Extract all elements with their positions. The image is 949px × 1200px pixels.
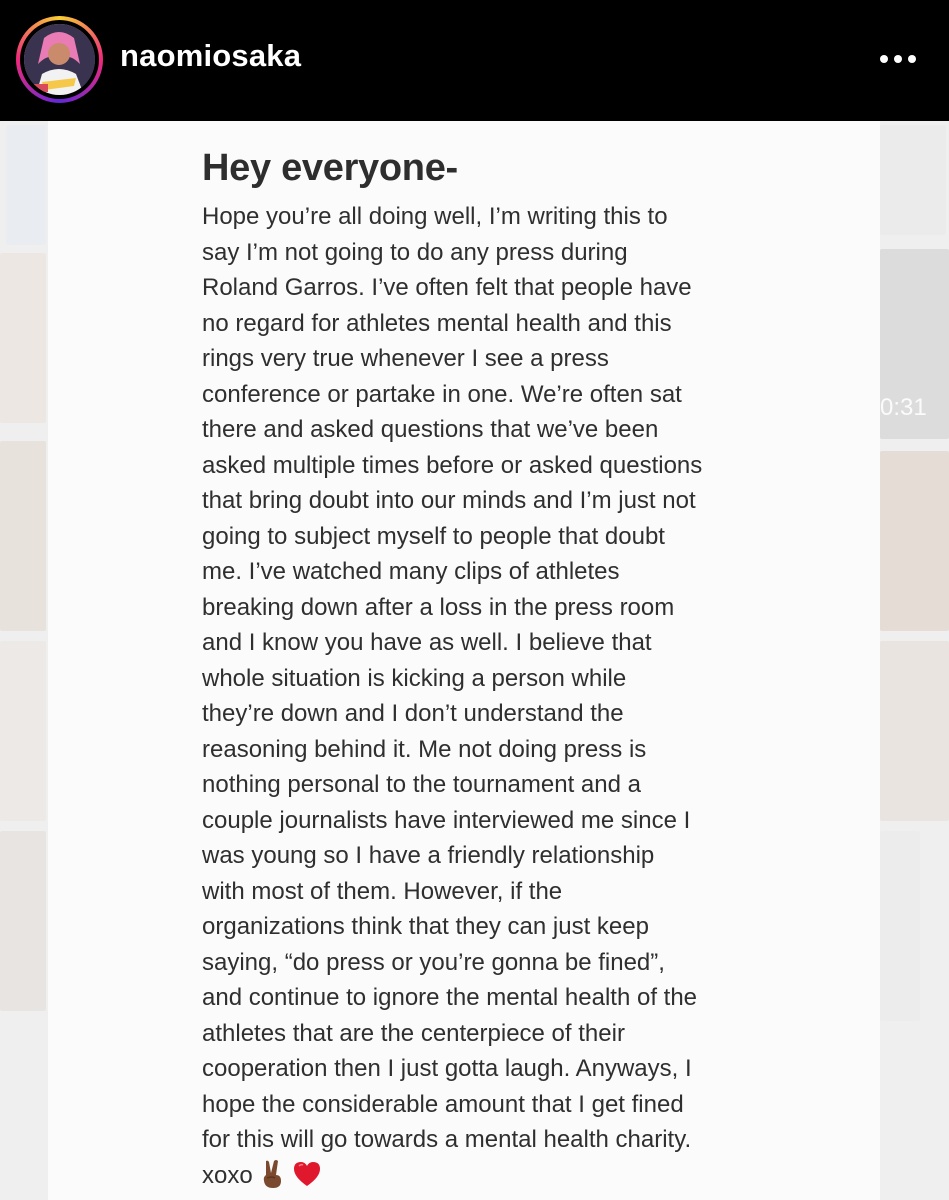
background-tile (0, 641, 46, 821)
background-tile (880, 641, 949, 821)
avatar[interactable] (16, 16, 103, 103)
background-tile (0, 441, 46, 631)
note-body (202, 199, 762, 1194)
note-signoff: xoxo (202, 1161, 253, 1189)
victory-hand-icon (259, 1159, 285, 1189)
avatar-image (24, 24, 95, 95)
video-timer: 0:31 (880, 394, 927, 421)
notes-screenshot (48, 121, 880, 1200)
background-tile (6, 125, 46, 245)
post-header (0, 0, 949, 121)
background-tile (880, 831, 920, 1021)
background-tile (880, 451, 949, 631)
background-tile (0, 831, 46, 1011)
note-title: Hey everyone- (202, 147, 458, 189)
background-left-panel (0, 121, 48, 1200)
red-heart-icon (292, 1160, 322, 1188)
background-right-panel (880, 121, 949, 1200)
avatar-border (20, 20, 99, 99)
background-tile (0, 253, 46, 423)
username[interactable]: naomiosaka (120, 38, 302, 73)
signoff-emojis (259, 1158, 322, 1194)
more-horizontal-icon[interactable] (878, 52, 918, 66)
note-body-text: Hope you’re all doing well, I’m writing this to say I’m not going to do any press during Roland Garros. I’ve often felt that people have no regard for athletes mental health and this rings very true whenever I see a press conference or partake in one. We’re often sat there and asked questions that we’ve been asked multiple times before or asked questions that bring doubt into our minds and I’m just not going to subject myself to people that doubt me. I’ve watched many clips of athletes breaking down after a loss in the press room and I know you have as well. I believe that whole situation is kicking a person while they’re down and I don’t understand the reasoning behind it. Me not doing press is nothing personal to the tournament and a couple journalists have interviewed me since I was young so I have a friendly relationship with most of them. However, if the organizations think that they can just keep saying, “do press or you’re gonna be fined”, and continue to ignore the mental health of the athletes that are the centerpiece of their cooperation then I just gotta laugh. Anyways, I hope the considerable amount that I get fined for this will go towards a mental health charity. (202, 203, 703, 1153)
background-tile (880, 125, 946, 235)
